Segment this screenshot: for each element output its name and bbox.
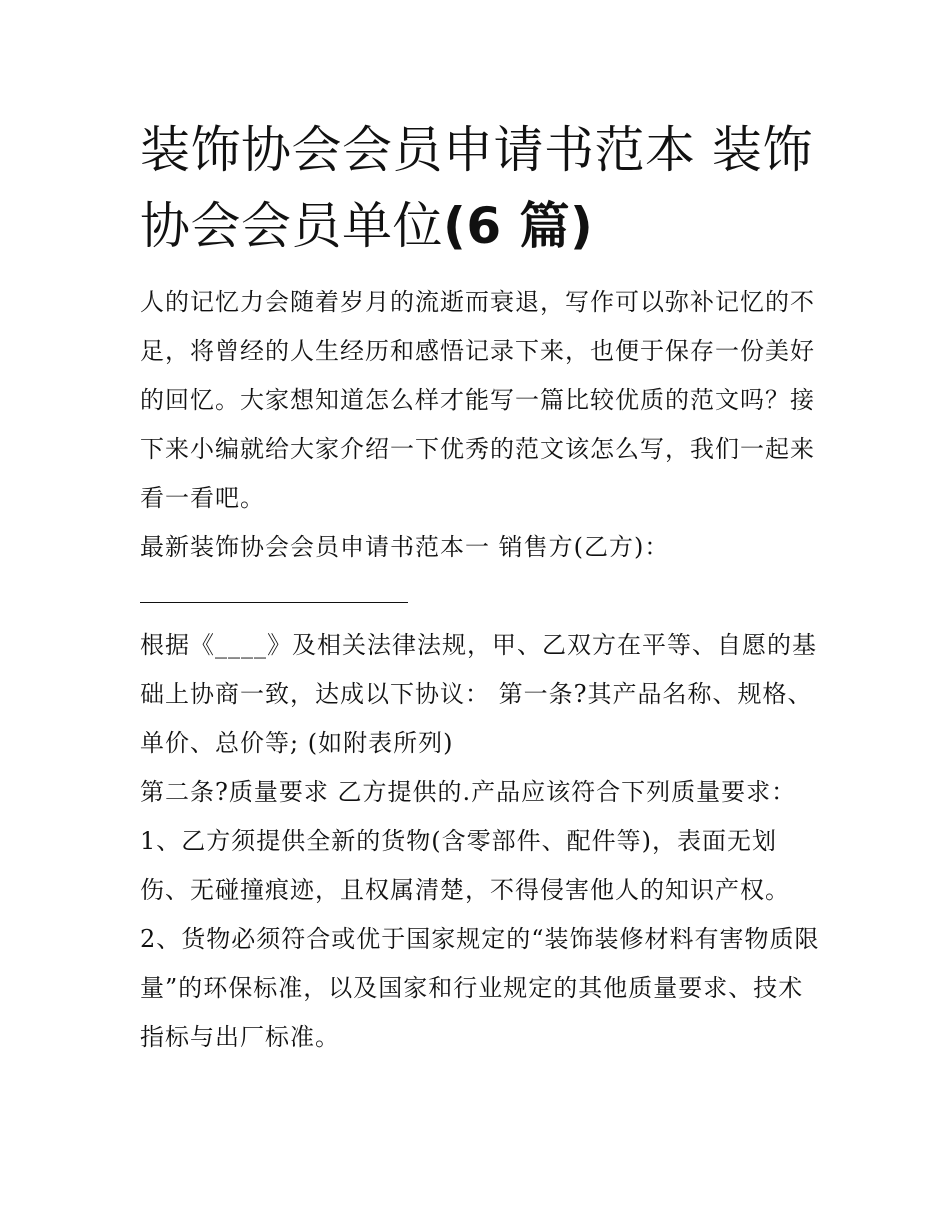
article-two: 第二条?质量要求 乙方提供的.产品应该符合下列质量要求：	[140, 778, 797, 806]
title-line-2-text: 协会会员单位	[140, 197, 443, 255]
item-line: 1、乙方须提供全新的货物(含零部件、配件等)，表面无划	[140, 827, 777, 855]
item-line: 量”的环保标准，以及国家和行业规定的其他质量要求、技术	[140, 974, 804, 1002]
quality-item-2	[140, 915, 820, 1062]
intro-line: 下来小编就给大家介绍一下优秀的范文该怎么写，我们一起来	[140, 435, 815, 463]
document-page	[140, 112, 820, 1062]
item-line: 伤、无碰撞痕迹，且权属清楚，不得侵害他人的知识产权。	[140, 876, 790, 904]
intro-line: 看一看吧。	[140, 484, 265, 512]
title-line-2	[140, 188, 812, 264]
document-body	[140, 278, 820, 1062]
agreement-line: 单价、总价等; (如附表所列)	[140, 729, 454, 757]
title-line-1: 装饰协会会员申请书范本 装饰	[140, 121, 813, 179]
intro-paragraph	[140, 278, 815, 523]
section-heading: 最新装饰协会会员申请书范本一 销售方(乙方)：	[140, 533, 670, 561]
agreement-line: 础上协商一致，达成以下协议： 第一条?其产品名称、规格、	[140, 680, 813, 708]
title-count: (6 篇)	[443, 197, 594, 255]
intro-line: 人的记忆力会随着岁月的流逝而衰退，写作可以弥补记忆的不	[140, 288, 815, 316]
signature-blank	[140, 572, 812, 621]
quality-item-1	[140, 817, 812, 915]
intro-line: 足，将曾经的人生经历和感悟记录下来，也便于保存一份美好	[140, 337, 815, 365]
blank-underline	[140, 602, 408, 603]
agreement-paragraph	[140, 621, 817, 768]
agreement-line: 根据《____》及相关法律法规，甲、乙双方在平等、自愿的基	[140, 631, 817, 659]
item-line: 指标与出厂标准。	[140, 1023, 340, 1051]
intro-line: 的回忆。大家想知道怎么样才能写一篇比较优质的范文吗？接	[140, 386, 815, 414]
document-title	[140, 112, 812, 264]
item-line: 2、货物必须符合或优于国家规定的“装饰装修材料有害物质限	[140, 925, 820, 953]
